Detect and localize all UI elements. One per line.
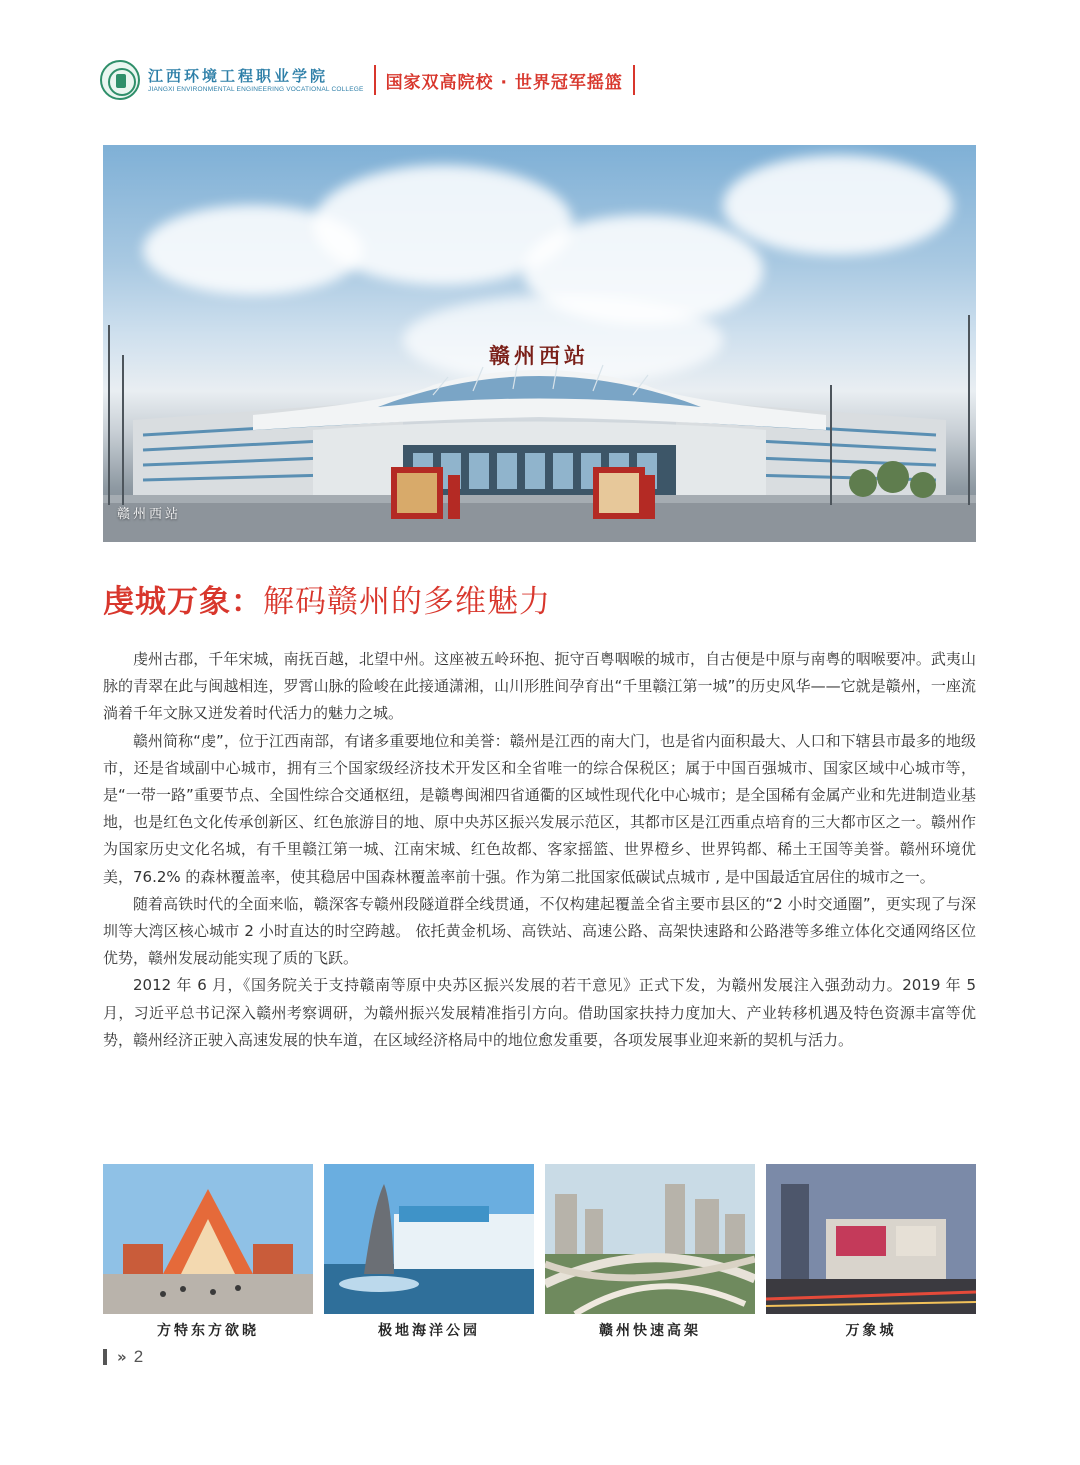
- logo-chinese-name: 江西环境工程职业学院: [148, 66, 329, 85]
- gallery-item: [766, 1164, 976, 1340]
- college-logo-icon: [100, 60, 140, 100]
- gallery-caption: 极地海洋公园: [378, 1323, 480, 1339]
- article-title-strong: 虔城万象：: [103, 584, 263, 620]
- college-logo-text: [148, 67, 364, 94]
- gallery-item: [103, 1164, 313, 1340]
- expressway-photo: [545, 1164, 755, 1314]
- article-title-light: 解码赣州的多维魅力: [263, 584, 551, 620]
- gallery-caption: 万象城: [845, 1323, 897, 1339]
- mixc-mall-photo: [766, 1164, 976, 1314]
- hero-photo-ganzhou-west-station: [103, 145, 976, 542]
- fantawild-photo: [103, 1164, 313, 1314]
- page-number: 2: [133, 1347, 144, 1366]
- article-body: [103, 646, 976, 1054]
- footer-bar: [103, 1349, 107, 1365]
- logo-english-name: JIANGXI ENVIRONMENTAL ENGINEERING VOCATIONAL COLLEGE: [148, 85, 364, 93]
- header-slogan: 国家双高院校 · 世界冠军摇篮: [385, 72, 623, 93]
- paragraph: 虔州古郡，千年宋城，南抚百越，北望中州。这座被五岭环抱、扼守百粤咽喉的城市，自古便是中原与南粤的咽喉要冲。武夷山脉的青翠在此与闽越相连，罗霄山脉的险峻在此接通潇湘，山川形胜间孕育出“千里赣江第一城”的历史风华——它就是赣州，一座流淌着千年文脉又迸发着时代活力的魅力之城。: [103, 650, 976, 723]
- article-title: [103, 580, 551, 624]
- paragraph: 随着高铁时代的全面来临，赣深客专赣州段隧道群全线贯通，不仅构建起覆盖全省主要市县区的“2 小时交通圈”，更实现了与深圳等大湾区核心城市 2 小时直达的时空跨越。 依托黄金机场、高铁站、高速公路、高架快速路和公路港等多维立体化交通网络区位优势，赣州发展动能实现了质的飞跃。: [103, 894, 976, 968]
- page-header: [100, 58, 635, 102]
- header-divider: [633, 65, 635, 95]
- polar-ocean-park-photo: [324, 1164, 534, 1314]
- paragraph: 赣州简称“虔”，位于江西南部，有诸多重要地位和美誉：赣州是江西的南大门，也是省内面积最大、人口和下辖县市最多的地级市，还是省域副中心城市，拥有三个国家级经济技术开发区和全省唯一的综合保税区；属于中国百强城市、国家区域中心城市等，是“一带一路”重要节点、全国性综合交通枢纽，是赣粤闽湘四省通衢的区域性现代化中心城市；是全国稀有金属产业和先进制造业基地，也是红色文化传承创新区、红色旅游目的地、原中央苏区振兴发展示范区，其都市区是江西重点培育的三大都市区之一。赣州作为国家历史文化名城，有千里赣江第一城、江南宋城、红色故都、客家摇篮、世界橙乡、世界钨都、稀土王国等美誉。赣州环境优美，76.2% 的森林覆盖率，使其稳居中国森林覆盖率前十强。作为第二批国家低碳试点城市 , 是中国最适宜居住的城市之一。: [103, 731, 976, 886]
- gallery-item: [324, 1164, 534, 1340]
- gallery-item: [545, 1164, 755, 1340]
- header-divider: [374, 65, 376, 95]
- gallery-caption: 赣州快速高架: [599, 1323, 701, 1339]
- gallery-caption: 方特东方欲晓: [157, 1323, 259, 1339]
- page-footer: [103, 1346, 143, 1368]
- chevron-right-icon: »: [117, 1348, 124, 1366]
- photo-gallery: [103, 1164, 976, 1340]
- paragraph: 2012 年 6 月，《国务院关于支持赣南等原中央苏区振兴发展的若干意见》正式下发，为赣州发展注入强劲动力。2019 年 5 月，习近平总书记深入赣州考察调研，为赣州振兴发展精准指引方向。借助国家扶持力度加大、产业转移机遇及特色资源丰富等优势，赣州经济正驶入高速发展的快车道，在区域经济格局中的地位愈发重要，各项发展事业迎来新的契机与活力。: [103, 976, 976, 1049]
- station-sign-text: 赣州西站: [489, 343, 589, 368]
- station-building-graphic: [103, 145, 976, 542]
- hero-caption: 赣州西站: [117, 507, 182, 522]
